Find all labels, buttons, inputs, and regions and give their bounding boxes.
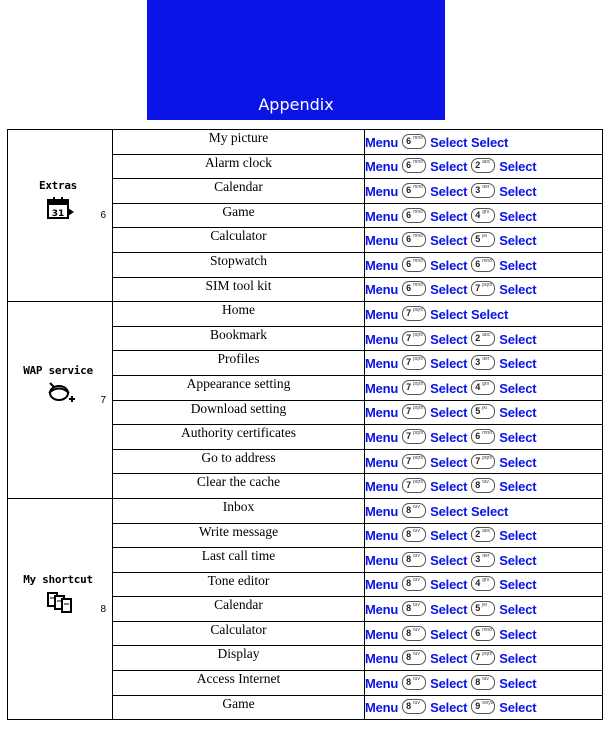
menu-keyword: Menu (365, 528, 399, 544)
menu-group-cell (8, 498, 113, 719)
keypad-key-icon (471, 675, 495, 690)
key-letters: wxyz (482, 701, 494, 707)
select-keyword: Select (499, 651, 537, 667)
key-digit: 8 (406, 553, 412, 564)
key-sequence (365, 498, 603, 523)
key-sequence (365, 154, 603, 179)
select-keyword: Select (499, 208, 537, 224)
select-keyword: Select (430, 159, 468, 175)
select-keyword: Select (499, 183, 537, 199)
key-letters: tuv (413, 701, 420, 707)
key-sequence (365, 572, 603, 597)
select-keyword: Select (430, 331, 468, 347)
select-keyword: Select (430, 380, 468, 396)
menu-item-name: Game (113, 695, 365, 720)
select-keyword: Select (430, 479, 468, 495)
menu-item-name: Bookmark (113, 326, 365, 351)
key-digit: 8 (406, 603, 412, 614)
key-digit: 8 (406, 676, 412, 687)
select-keyword: Select (499, 626, 537, 642)
select-keyword: Select (499, 257, 537, 273)
menu-keyword: Menu (365, 257, 399, 273)
menu-keyword: Menu (365, 429, 399, 445)
keypad-key-icon (471, 208, 495, 223)
keypad-key-icon (402, 601, 426, 616)
key-letters: tuv (413, 652, 420, 658)
select-keyword: Select (499, 159, 537, 175)
menu-item-name: Tone editor (113, 572, 365, 597)
key-sequence (365, 130, 603, 155)
select-keyword: Select (430, 675, 468, 691)
key-digit: 6 (475, 430, 481, 441)
key-digit: 6 (406, 258, 412, 269)
select-keyword: Select (430, 626, 468, 642)
keypad-key-icon (402, 576, 426, 591)
select-keyword: Select (499, 700, 537, 716)
key-digit: 4 (475, 578, 481, 589)
key-digit: 5 (475, 234, 481, 245)
select-keyword: Select (430, 700, 468, 716)
key-letters: mno (413, 283, 423, 289)
menu-item-name: Stopwatch (113, 252, 365, 277)
select-keyword: Select (430, 577, 468, 593)
key-letters: pqrs (413, 357, 423, 363)
key-digit: 2 (475, 160, 481, 171)
select-keyword: Select (430, 208, 468, 224)
key-digit: 2 (475, 529, 481, 540)
menu-keyword: Menu (365, 651, 399, 667)
key-letters: tuv (413, 504, 420, 510)
menu-item-name: Download setting (113, 400, 365, 425)
key-digit: 4 (475, 381, 481, 392)
select-keyword: Select (499, 282, 537, 298)
key-letters: mno (413, 234, 423, 240)
key-digit: 7 (475, 652, 481, 663)
select-keyword: Select (430, 233, 468, 249)
keypad-key-icon (402, 503, 426, 518)
menu-item-name: Home (113, 302, 365, 327)
menu-item-name: Write message (113, 523, 365, 548)
key-sequence (365, 695, 603, 720)
select-keyword: Select (430, 405, 468, 421)
menu-item-name: Appearance setting (113, 375, 365, 400)
group-number: 6 (100, 210, 106, 222)
key-digit: 6 (475, 258, 481, 269)
key-sequence (365, 252, 603, 277)
menu-shortcut-table (7, 129, 603, 720)
key-digit: 8 (475, 480, 481, 491)
menu-item-name: Calendar (113, 597, 365, 622)
key-digit: 5 (475, 603, 481, 614)
key-sequence (365, 597, 603, 622)
group-number: 7 (100, 394, 106, 406)
menu-item-name: Access Internet (113, 671, 365, 696)
menu-keyword: Menu (365, 503, 399, 519)
menu-keyword: Menu (365, 233, 399, 249)
menu-keyword: Menu (365, 183, 399, 199)
select-keyword: Select (430, 183, 468, 199)
key-letters: tuv (482, 480, 489, 486)
key-letters: pqrs (482, 652, 492, 658)
key-sequence (365, 400, 603, 425)
menu-item-name: Inbox (113, 498, 365, 523)
key-digit: 7 (406, 357, 412, 368)
menu-item-name: Authority certificates (113, 425, 365, 450)
keypad-key-icon (471, 380, 495, 395)
select-keyword: Select (430, 356, 468, 372)
key-digit: 6 (406, 160, 412, 171)
key-digit: 6 (406, 234, 412, 245)
menu-item-name: Last call time (113, 548, 365, 573)
key-digit: 6 (406, 209, 412, 220)
menu-item-name: Calculator (113, 621, 365, 646)
keypad-key-icon (402, 626, 426, 641)
keypad-key-icon (471, 183, 495, 198)
select-keyword: Select (499, 577, 537, 593)
keypad-key-icon (471, 478, 495, 493)
key-letters: pqrs (413, 480, 423, 486)
keypad-key-icon (402, 355, 426, 370)
menu-item-name: Calculator (113, 228, 365, 253)
menu-keyword: Menu (365, 134, 399, 150)
menu-table-body (8, 130, 603, 720)
key-letters: pqrs (413, 332, 423, 338)
key-sequence (365, 474, 603, 499)
key-sequence (365, 621, 603, 646)
keypad-key-icon (402, 331, 426, 346)
select-keyword: Select (471, 503, 509, 519)
globe-icon (46, 381, 76, 408)
key-letters: jkl (482, 234, 487, 240)
menu-item-name: Profiles (113, 351, 365, 376)
key-digit: 8 (475, 676, 481, 687)
menu-keyword: Menu (365, 577, 399, 593)
key-digit: 8 (406, 504, 412, 515)
keypad-key-icon (471, 650, 495, 665)
keypad-key-icon (402, 158, 426, 173)
keypad-key-icon (471, 331, 495, 346)
key-letters: tuv (413, 529, 420, 535)
select-keyword: Select (499, 602, 537, 618)
menu-item-name: Alarm clock (113, 154, 365, 179)
keypad-key-icon (471, 281, 495, 296)
select-keyword: Select (430, 503, 468, 519)
key-sequence (365, 228, 603, 253)
keypad-key-icon (402, 380, 426, 395)
menu-item-name: Clear the cache (113, 474, 365, 499)
keypad-key-icon (402, 306, 426, 321)
key-digit: 6 (406, 135, 412, 146)
menu-keyword: Menu (365, 700, 399, 716)
banner-title: Appendix (258, 95, 334, 114)
svg-text:31: 31 (51, 209, 65, 220)
key-digit: 4 (475, 209, 481, 220)
key-letters: abc (482, 160, 491, 166)
key-sequence (365, 277, 603, 302)
menu-keyword: Menu (365, 356, 399, 372)
key-letters: mno (482, 258, 492, 264)
keypad-key-icon (402, 134, 426, 149)
menu-keyword: Menu (365, 675, 399, 691)
key-sequence (365, 351, 603, 376)
keypad-key-icon (471, 576, 495, 591)
menu-keyword: Menu (365, 454, 399, 470)
menu-keyword: Menu (365, 626, 399, 642)
key-sequence (365, 449, 603, 474)
select-keyword: Select (430, 651, 468, 667)
select-keyword: Select (430, 429, 468, 445)
keypad-key-icon (402, 552, 426, 567)
key-letters: pqrs (413, 381, 423, 387)
key-letters: mno (413, 209, 423, 215)
key-digit: 5 (475, 406, 481, 417)
select-keyword: Select (430, 257, 468, 273)
keypad-key-icon (402, 675, 426, 690)
select-keyword: Select (499, 429, 537, 445)
key-digit: 7 (406, 455, 412, 466)
key-sequence (365, 375, 603, 400)
key-sequence (365, 425, 603, 450)
key-digit: 6 (475, 627, 481, 638)
select-keyword: Select (430, 528, 468, 544)
menu-item-name: My picture (113, 130, 365, 155)
menu-item-name: Calendar (113, 179, 365, 204)
menu-keyword: Menu (365, 380, 399, 396)
key-letters: tuv (413, 676, 420, 682)
key-sequence (365, 646, 603, 671)
keypad-key-icon (471, 429, 495, 444)
key-letters: pqrs (413, 307, 423, 313)
table-row (8, 302, 603, 327)
key-letters: mno (413, 184, 423, 190)
key-digit: 3 (475, 184, 481, 195)
key-letters: abc (482, 332, 491, 338)
group-title: WAP service (23, 363, 93, 377)
key-letters: tuv (482, 676, 489, 682)
select-keyword: Select (471, 306, 509, 322)
keypad-key-icon (471, 404, 495, 419)
key-letters: tuv (413, 553, 420, 559)
appendix-banner (147, 0, 445, 120)
menu-group-cell (8, 302, 113, 499)
keypad-key-icon (471, 552, 495, 567)
key-digit: 8 (406, 627, 412, 638)
key-digit: 7 (406, 480, 412, 491)
select-keyword: Select (430, 306, 468, 322)
key-letters: pqrs (413, 406, 423, 412)
key-letters: mno (482, 627, 492, 633)
select-keyword: Select (499, 233, 537, 249)
select-keyword: Select (499, 528, 537, 544)
key-letters: pqrs (482, 283, 492, 289)
menu-keyword: Menu (365, 479, 399, 495)
key-digit: 6 (406, 184, 412, 195)
group-title: My shortcut (23, 572, 93, 586)
keypad-key-icon (471, 699, 495, 714)
menu-keyword: Menu (365, 331, 399, 347)
keypad-key-icon (471, 232, 495, 247)
menu-keyword: Menu (365, 208, 399, 224)
key-digit: 8 (406, 578, 412, 589)
menu-keyword: Menu (365, 159, 399, 175)
key-letters: pqrs (482, 455, 492, 461)
select-keyword: Select (430, 552, 468, 568)
key-letters: tuv (413, 578, 420, 584)
key-sequence (365, 326, 603, 351)
key-digit: 7 (406, 430, 412, 441)
menu-item-name: Game (113, 203, 365, 228)
keypad-key-icon (402, 699, 426, 714)
menu-keyword: Menu (365, 552, 399, 568)
key-letters: tuv (413, 627, 420, 633)
keypad-key-icon (402, 404, 426, 419)
select-keyword: Select (499, 675, 537, 691)
keypad-key-icon (402, 232, 426, 247)
table-row (8, 130, 603, 155)
select-keyword: Select (499, 356, 537, 372)
key-digit: 8 (406, 652, 412, 663)
keypad-key-icon (402, 183, 426, 198)
key-sequence (365, 302, 603, 327)
select-keyword: Select (499, 454, 537, 470)
keypad-key-icon (402, 527, 426, 542)
key-digit: 3 (475, 553, 481, 564)
key-digit: 3 (475, 357, 481, 368)
key-letters: pqrs (413, 430, 423, 436)
keypad-key-icon (402, 454, 426, 469)
select-keyword: Select (499, 552, 537, 568)
keypad-key-icon (471, 527, 495, 542)
key-digit: 9 (475, 701, 481, 712)
select-keyword: Select (499, 331, 537, 347)
select-keyword: Select (499, 380, 537, 396)
key-digit: 7 (406, 307, 412, 318)
select-keyword: Select (430, 602, 468, 618)
key-letters: ghi (482, 381, 489, 387)
key-digit: 6 (406, 283, 412, 294)
key-sequence (365, 671, 603, 696)
select-keyword: Select (499, 479, 537, 495)
key-digit: 7 (406, 332, 412, 343)
keypad-key-icon (402, 650, 426, 665)
shortcut-icon (46, 590, 76, 617)
key-digit: 7 (406, 381, 412, 392)
key-letters: mno (413, 160, 423, 166)
keypad-key-icon (471, 626, 495, 641)
keypad-key-icon (471, 257, 495, 272)
keypad-key-icon (471, 601, 495, 616)
key-letters: mno (413, 135, 423, 141)
keypad-key-icon (471, 454, 495, 469)
key-digit: 7 (406, 406, 412, 417)
group-title: Extras (39, 179, 77, 193)
calendar-icon (46, 196, 76, 223)
table-row (8, 498, 603, 523)
key-sequence (365, 203, 603, 228)
key-letters: pqrs (413, 455, 423, 461)
key-sequence (365, 523, 603, 548)
key-letters: def (482, 357, 490, 363)
select-keyword: Select (499, 405, 537, 421)
menu-keyword: Menu (365, 282, 399, 298)
key-sequence (365, 179, 603, 204)
select-keyword: Select (430, 282, 468, 298)
select-keyword: Select (430, 134, 468, 150)
key-digit: 8 (406, 701, 412, 712)
key-digit: 7 (475, 283, 481, 294)
key-letters: tuv (413, 603, 420, 609)
key-digit: 7 (475, 455, 481, 466)
group-number: 8 (100, 603, 106, 615)
key-letters: ghi (482, 209, 489, 215)
key-letters: jkl (482, 603, 487, 609)
menu-keyword: Menu (365, 602, 399, 618)
select-keyword: Select (471, 134, 509, 150)
menu-item-name: Display (113, 646, 365, 671)
keypad-key-icon (402, 281, 426, 296)
key-letters: ghi (482, 578, 489, 584)
menu-keyword: Menu (365, 405, 399, 421)
key-letters: jkl (482, 406, 487, 412)
key-digit: 8 (406, 529, 412, 540)
key-sequence (365, 548, 603, 573)
menu-item-name: Go to address (113, 449, 365, 474)
key-digit: 2 (475, 332, 481, 343)
keypad-key-icon (471, 355, 495, 370)
menu-item-name: SIM tool kit (113, 277, 365, 302)
keypad-key-icon (402, 257, 426, 272)
key-letters: def (482, 184, 490, 190)
keypad-key-icon (402, 208, 426, 223)
keypad-key-icon (402, 429, 426, 444)
keypad-key-icon (402, 478, 426, 493)
keypad-key-icon (471, 158, 495, 173)
key-letters: mno (482, 430, 492, 436)
menu-keyword: Menu (365, 306, 399, 322)
key-letters: abc (482, 529, 491, 535)
key-letters: mno (413, 258, 423, 264)
menu-group-cell (8, 130, 113, 302)
key-letters: def (482, 553, 490, 559)
select-keyword: Select (430, 454, 468, 470)
